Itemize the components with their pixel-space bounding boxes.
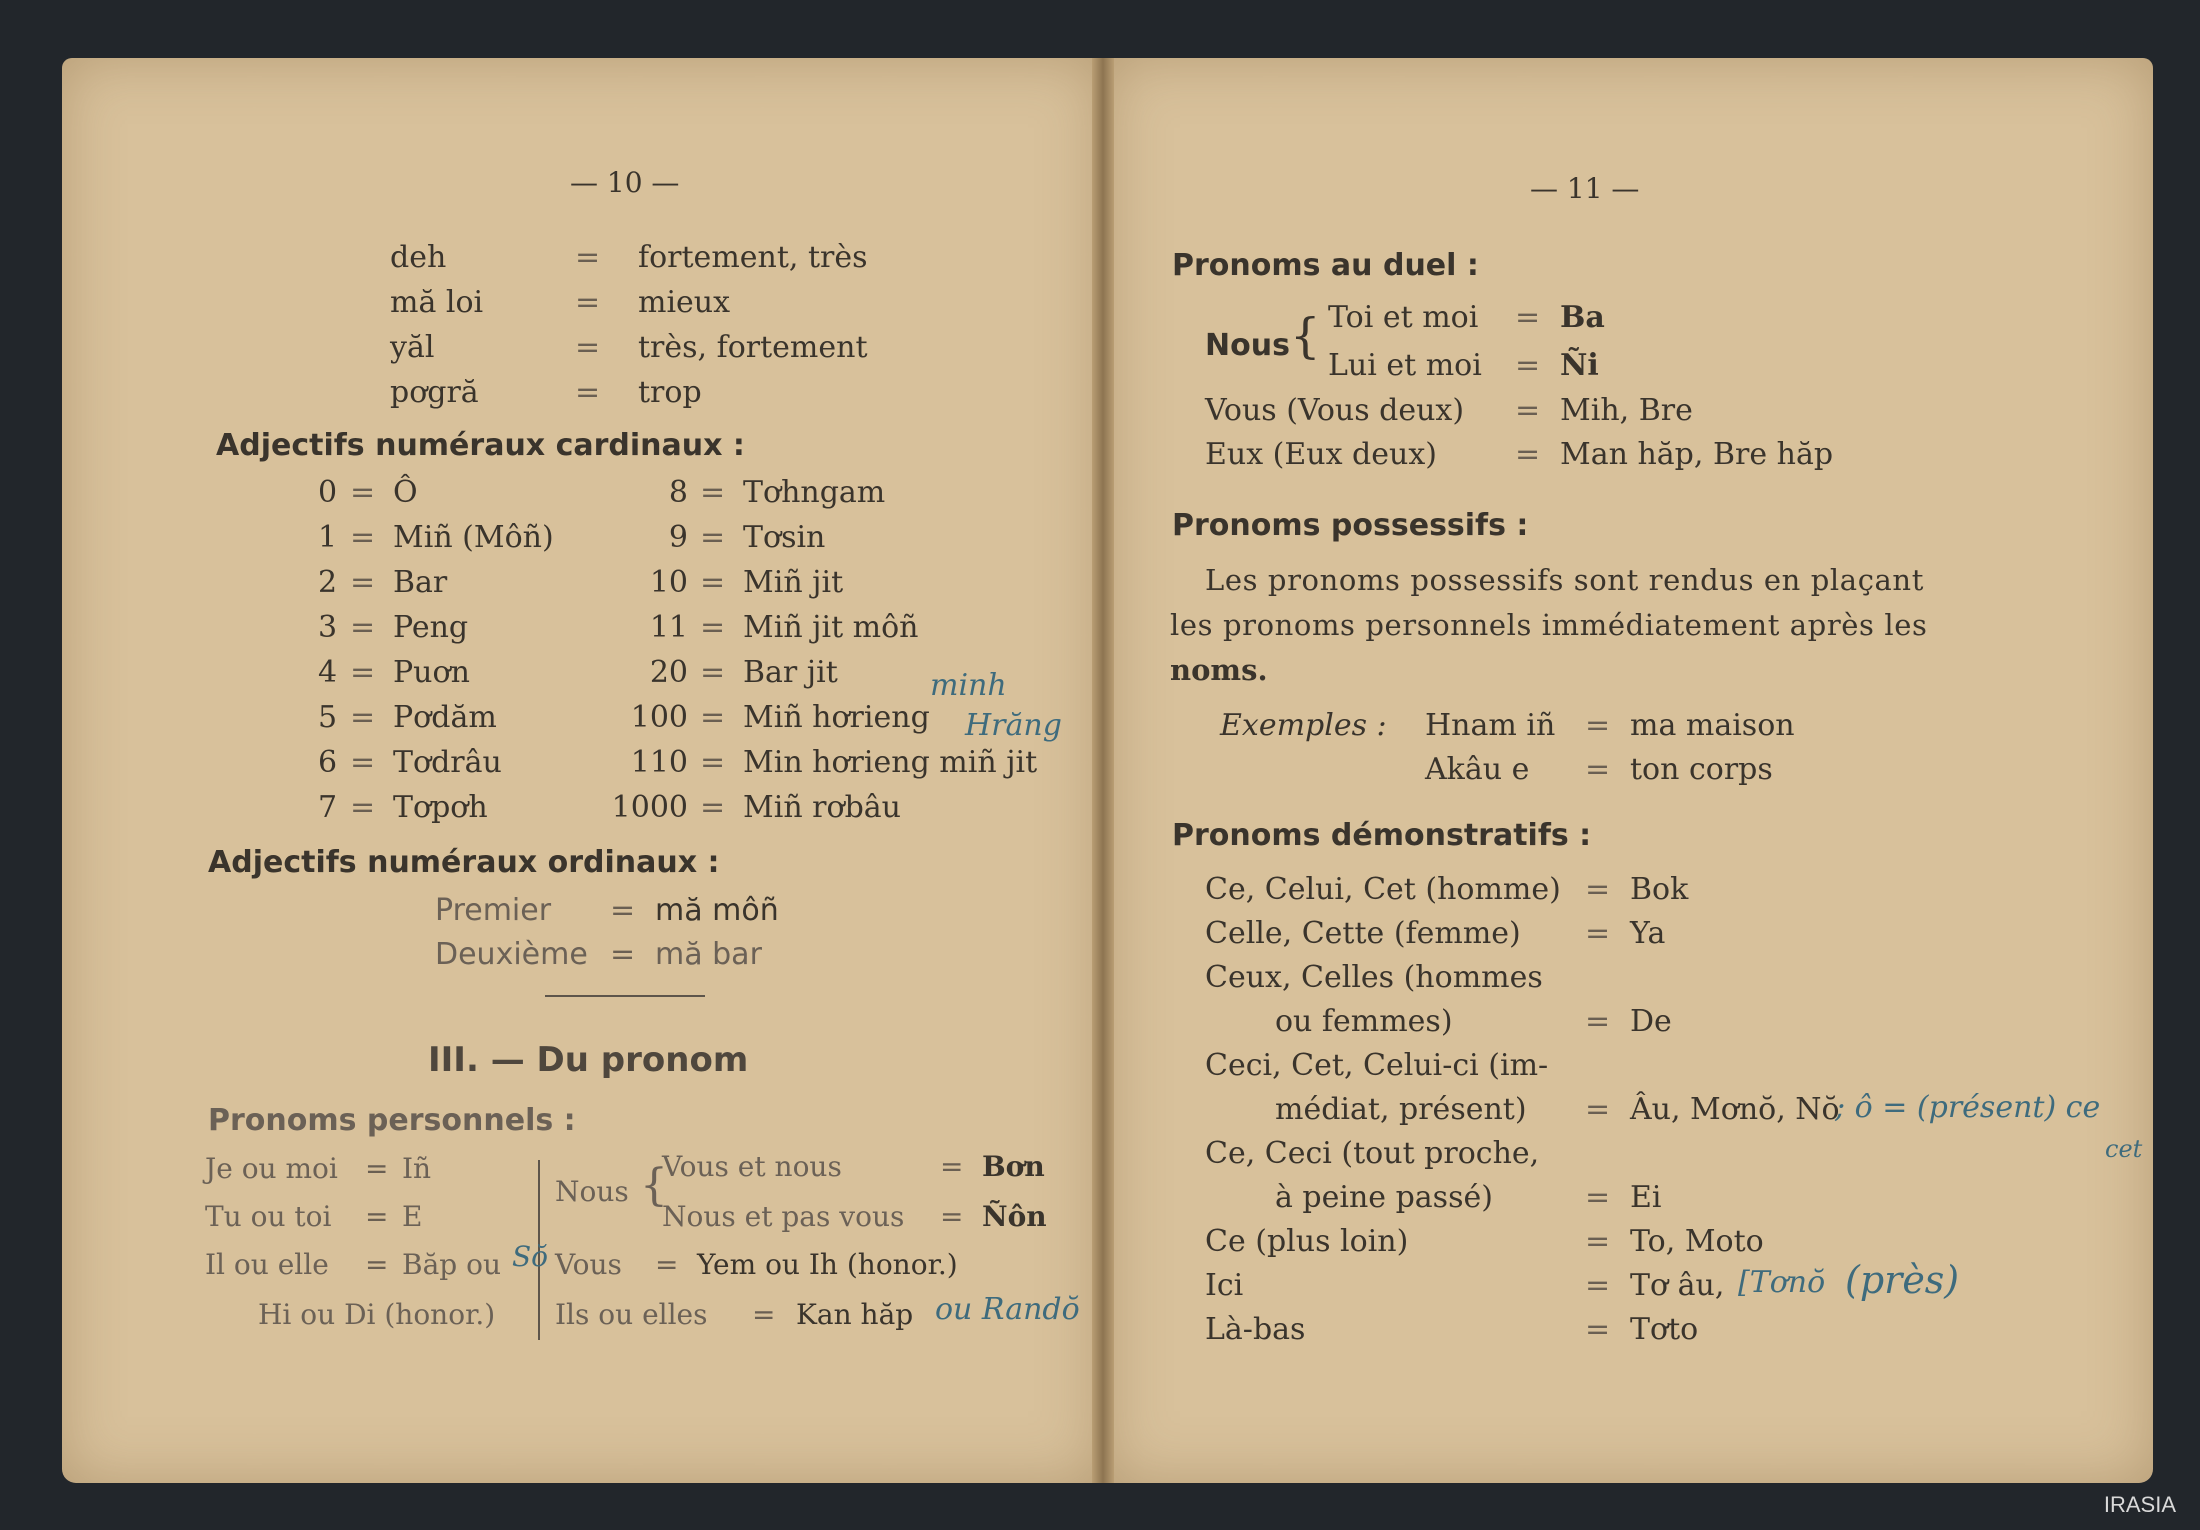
adverb-meaning: trop <box>638 375 702 410</box>
equals-sign: = <box>700 610 726 645</box>
pronoun-term: Il ou elle <box>205 1248 329 1281</box>
demonstrative-word: Bok <box>1630 872 1689 907</box>
pronoun-term: Tu ou toi <box>205 1200 332 1233</box>
example-word: ma maison <box>1630 708 1795 743</box>
equals-sign: = <box>575 240 601 275</box>
possessive-pronouns-heading: Pronoms possessifs : <box>1172 508 1529 543</box>
handwritten-present-note: ; ô = (présent) ce <box>1835 1090 2101 1125</box>
paragraph-line: noms. <box>1170 653 1268 687</box>
ordinal-word: mă bar <box>655 937 762 972</box>
cardinal-number: 6 <box>318 745 338 780</box>
cardinal-number: 3 <box>318 610 338 645</box>
watermark: IRASIA <box>2103 1492 2176 1517</box>
dual-nous-label: Nous <box>1205 328 1290 363</box>
dual-pronouns-heading: Pronoms au duel : <box>1172 248 1479 283</box>
pronoun-term: Je ou moi <box>205 1152 338 1185</box>
demonstrative-term: médiat, présent) <box>1275 1092 1527 1127</box>
equals-sign: = <box>700 520 726 555</box>
equals-sign: = <box>350 475 376 510</box>
example-term: Akâu e <box>1425 752 1530 787</box>
cardinal-number: 2 <box>318 565 338 600</box>
equals-sign: = <box>700 475 726 510</box>
dual-word: Man hăp, Bre hăp <box>1560 437 1834 472</box>
equals-sign: = <box>350 610 376 645</box>
cardinal-number: 8 <box>668 475 688 510</box>
adverb-meaning: mieux <box>638 285 731 320</box>
cardinal-word: Ô <box>393 475 418 510</box>
equals-sign: = <box>1585 1268 1611 1303</box>
pronoun-term: Vous et nous <box>662 1150 842 1183</box>
equals-sign: = <box>1585 1092 1611 1127</box>
adverb-meaning: très, fortement <box>638 330 868 365</box>
pronoun-word: Bơn <box>982 1150 1045 1183</box>
equals-sign: = <box>940 1200 964 1233</box>
demonstrative-term: Celle, Cette (femme) <box>1205 916 1521 951</box>
brace-glyph: { <box>640 1160 668 1211</box>
demonstrative-term: Ceci, Cet, Celui-ci (im- <box>1205 1048 1549 1083</box>
cardinal-word: Pơdăm <box>393 700 497 735</box>
cardinal-word: Tơdrâu <box>393 745 502 780</box>
equals-sign: = <box>1585 916 1611 951</box>
adverb-term: mă loi <box>390 285 484 320</box>
dual-term: Vous (Vous deux) <box>1205 393 1465 428</box>
book-gutter <box>1092 58 1114 1483</box>
equals-sign: = <box>1515 437 1541 472</box>
equals-sign: = <box>1585 708 1611 743</box>
dual-word: Mih, Bre <box>1560 393 1693 428</box>
equals-sign: = <box>1585 872 1611 907</box>
equals-sign: = <box>365 1248 389 1281</box>
brace-glyph: { <box>1290 308 1321 364</box>
cardinal-word: Tơhngam <box>743 475 886 510</box>
cardinal-number: 10 <box>649 565 688 600</box>
cardinals-heading: Adjectifs numéraux cardinaux : <box>216 428 745 463</box>
equals-sign: = <box>350 745 376 780</box>
cardinal-word: Miñ jit <box>743 565 844 600</box>
handwritten-ou-rando: ou Randŏ <box>935 1292 1080 1327</box>
equals-sign: = <box>575 330 601 365</box>
cardinal-word: Tơpơh <box>393 790 488 825</box>
cardinal-number: 9 <box>668 520 688 555</box>
equals-sign: = <box>700 790 726 825</box>
equals-sign: = <box>700 700 726 735</box>
demonstrative-term: à peine passé) <box>1275 1180 1493 1215</box>
page-number-left: — 10 — <box>570 166 680 199</box>
cardinal-word: Bar <box>393 565 448 600</box>
adverb-term: yăl <box>390 330 435 365</box>
pronoun-term: Vous <box>555 1248 622 1281</box>
adverb-term: deh <box>390 240 447 275</box>
equals-sign: = <box>575 285 601 320</box>
dual-word: Ba <box>1560 300 1605 335</box>
cardinal-number: 100 <box>630 700 688 735</box>
demonstrative-term: Ceux, Celles (hommes <box>1205 960 1543 995</box>
equals-sign: = <box>655 1248 679 1281</box>
ordinals-heading: Adjectifs numéraux ordinaux : <box>208 845 720 880</box>
dual-term: Lui et moi <box>1328 348 1482 383</box>
pronoun-word: Kan hăp <box>796 1298 914 1331</box>
pronoun-term: Nous et pas vous <box>662 1200 905 1233</box>
cardinal-number: 1 <box>318 520 338 555</box>
demonstrative-word: Ya <box>1630 916 1666 951</box>
cardinal-word: Miñ jit môñ <box>743 610 919 645</box>
pronoun-term: Hi ou Di (honor.) <box>258 1298 496 1331</box>
equals-sign: = <box>700 655 726 690</box>
demonstrative-pronouns-heading: Pronoms démonstratifs : <box>1172 818 1592 853</box>
demonstrative-term: Ce (plus loin) <box>1205 1224 1409 1259</box>
cardinal-word: Peng <box>393 610 469 645</box>
ordinal-term: Deuxième <box>435 937 588 972</box>
pronoun-word: Ñôn <box>982 1200 1047 1233</box>
cardinal-number: 7 <box>318 790 338 825</box>
equals-sign: = <box>1585 1180 1611 1215</box>
demonstrative-word: De <box>1630 1004 1672 1039</box>
dual-term: Toi et moi <box>1328 300 1479 335</box>
cardinal-number: 5 <box>318 700 338 735</box>
demonstrative-term: Ce, Ceci (tout proche, <box>1205 1136 1540 1171</box>
demonstrative-word: Tơto <box>1630 1312 1699 1347</box>
demonstrative-word: To, Moto <box>1630 1224 1764 1259</box>
equals-sign: = <box>350 790 376 825</box>
demonstrative-term: Ici <box>1205 1268 1244 1303</box>
example-word: ton corps <box>1630 752 1773 787</box>
demonstrative-word: Ei <box>1630 1180 1662 1215</box>
pronoun-word: Iñ <box>402 1152 432 1185</box>
equals-sign: = <box>752 1298 776 1331</box>
equals-sign: = <box>940 1150 964 1183</box>
equals-sign: = <box>610 893 636 928</box>
pronoun-word: Yem ou Ih (honor.) <box>697 1248 958 1281</box>
cardinal-word: Puơn <box>393 655 470 690</box>
adverb-term: pơgră <box>390 375 479 410</box>
equals-sign: = <box>350 655 376 690</box>
cardinal-word: Bar jit <box>743 655 838 690</box>
demonstrative-word: Tơ âu, <box>1630 1268 1725 1303</box>
equals-sign: = <box>1585 752 1611 787</box>
pronoun-word: E <box>402 1200 423 1233</box>
equals-sign: = <box>365 1152 389 1185</box>
dual-term: Eux (Eux deux) <box>1205 437 1437 472</box>
demonstrative-term: Là-bas <box>1205 1312 1306 1347</box>
equals-sign: = <box>610 937 636 972</box>
cardinal-number: 20 <box>649 655 688 690</box>
cardinal-number: 0 <box>318 475 338 510</box>
example-term: Hnam iñ <box>1425 708 1556 743</box>
cardinal-number: 1000 <box>611 790 688 825</box>
equals-sign: = <box>1585 1004 1611 1039</box>
demonstrative-term: Ce, Celui, Cet (homme) <box>1205 872 1561 907</box>
demonstrative-term: ou femmes) <box>1275 1004 1453 1039</box>
handwritten-so: Sŏ <box>512 1240 549 1273</box>
equals-sign: = <box>700 745 726 780</box>
cardinal-number: 110 <box>630 745 688 780</box>
section-divider <box>545 995 705 997</box>
ordinal-term: Premier <box>435 893 552 928</box>
equals-sign: = <box>575 375 601 410</box>
equals-sign: = <box>1585 1312 1611 1347</box>
handwritten-cet: cet <box>2105 1135 2143 1163</box>
pronoun-word: Băp ou <box>402 1248 501 1281</box>
section-title: III. — Du pronom <box>428 1040 749 1080</box>
cardinal-word: Min hơrieng miñ jit <box>743 745 1038 780</box>
cardinal-number: 4 <box>318 655 338 690</box>
equals-sign: = <box>365 1200 389 1233</box>
personal-pronouns-heading: Pronoms personnels : <box>208 1103 576 1138</box>
equals-sign: = <box>350 565 376 600</box>
equals-sign: = <box>700 565 726 600</box>
handwritten-pres: (près) <box>1845 1258 1960 1302</box>
ordinal-word: mă môñ <box>655 893 779 928</box>
paragraph-line: les pronoms personnels immédiatement après les <box>1170 608 1928 642</box>
equals-sign: = <box>1515 300 1541 335</box>
cardinal-word: Miñ rơbâu <box>743 790 901 825</box>
equals-sign: = <box>1585 1224 1611 1259</box>
handwritten-hrang: Hrăng <box>965 708 1062 743</box>
examples-label: Exemples : <box>1220 708 1387 743</box>
equals-sign: = <box>350 520 376 555</box>
nous-label: Nous <box>555 1175 629 1208</box>
cardinal-word: Miñ hơrieng <box>743 700 930 735</box>
cardinal-word: Miñ (Môñ) <box>393 520 554 555</box>
pronoun-term: Ils ou elles <box>555 1298 708 1331</box>
cardinal-number: 11 <box>649 610 688 645</box>
page-number-right: — 11 — <box>1530 172 1640 205</box>
paragraph-line: Les pronoms possessifs sont rendus en plaçant <box>1205 563 1924 597</box>
demonstrative-word: Âu, Mơnŏ, Nŏ <box>1630 1092 1840 1127</box>
handwritten-minh: minh <box>930 668 1007 703</box>
adverb-meaning: fortement, très <box>638 240 868 275</box>
dual-word: Ñi <box>1560 348 1599 383</box>
equals-sign: = <box>1515 348 1541 383</box>
cardinal-word: Tơsin <box>743 520 826 555</box>
handwritten-tono: [Tơnŏ <box>1738 1265 1826 1300</box>
equals-sign: = <box>350 700 376 735</box>
equals-sign: = <box>1515 393 1541 428</box>
